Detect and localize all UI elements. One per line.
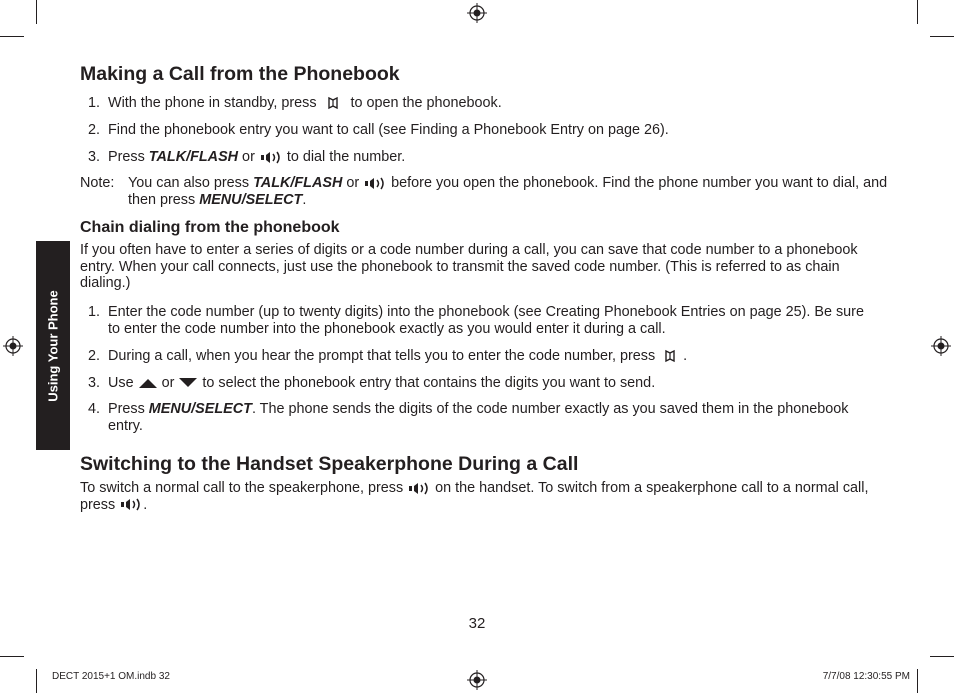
page-number: 32 — [468, 615, 486, 632]
step-number: 1. — [88, 95, 101, 111]
step-text: Find the phonebook entry you want to call (see Finding a Phonebook Entry on page 26). — [108, 122, 669, 138]
key-label: TALK/FLASH — [148, 149, 239, 165]
down-arrow-icon — [178, 377, 198, 389]
crop-mark — [917, 669, 918, 693]
key-label: MENU/SELECT — [199, 191, 303, 208]
speakerphone-text: To switch a normal call to the speakerphone, press on the handset. To switch from a speakerphone call to a normal call, press . — [80, 480, 869, 513]
phonebook-icon — [659, 349, 683, 363]
section-title-speakerphone: Switching to the Handset Speakerphone During a Call — [80, 453, 579, 475]
crop-mark — [36, 669, 37, 693]
step-text: Press TALK/FLASH or to dial the number. — [108, 149, 406, 165]
speaker-icon — [363, 177, 387, 190]
crop-mark — [36, 0, 37, 24]
phonebook-icon — [321, 96, 347, 110]
step-number: 3. — [88, 375, 101, 391]
registration-mark-icon — [3, 336, 23, 356]
side-tab — [36, 241, 70, 450]
crop-mark — [917, 0, 918, 24]
crop-mark — [0, 36, 24, 37]
note-label: Note: — [80, 175, 115, 191]
step-text: With the phone in standby, press to open the phonebook. — [108, 95, 502, 111]
step-number: 3. — [88, 149, 101, 165]
key-label: MENU/SELECT — [148, 401, 252, 417]
registration-mark-icon — [931, 336, 951, 356]
registration-mark-icon — [467, 670, 487, 690]
step-text: Use or to select the phonebook entry that contains the digits you want to send. — [108, 375, 656, 391]
footer-file-info: DECT 2015+1 OM.indb 32 — [52, 671, 170, 682]
step-text: Enter the code number (up to twenty digits) into the phonebook (see Creating Phonebook Entries on page 25). Be sure to enter the code number into the phonebook exactly as you would enter it during a call. — [108, 304, 864, 337]
registration-mark-icon — [467, 3, 487, 23]
crop-mark — [930, 36, 954, 37]
section-title-phonebook-call: Making a Call from the Phonebook — [80, 63, 400, 85]
key-label: TALK/FLASH — [253, 175, 343, 191]
step-number: 4. — [88, 401, 101, 417]
side-tab-label: Using Your Phone — [45, 289, 61, 402]
chain-intro: If you often have to enter a series of digits or a code number during a call, you can save that code number to a phonebook entry. When your call connects, just use the phonebook to transmit the saved code number. (This is referred to as chain dialing.) — [80, 242, 858, 292]
step-text: Press MENU/SELECT. The phone sends the digits of the code number exactly as you saved them in the phonebook entry. — [108, 401, 849, 434]
footer-timestamp: 7/7/08 12:30:55 PM — [822, 671, 910, 682]
subsection-title-chain-dialing: Chain dialing from the phonebook — [80, 219, 340, 236]
speaker-icon — [119, 498, 143, 511]
speaker-icon — [407, 482, 431, 495]
up-arrow-icon — [138, 377, 158, 389]
crop-mark — [0, 656, 24, 657]
crop-mark — [930, 656, 954, 657]
speaker-icon — [259, 151, 283, 164]
step-number: 2. — [88, 348, 101, 364]
step-number: 2. — [88, 122, 101, 138]
step-text: During a call, when you hear the prompt that tells you to enter the code number, press . — [108, 348, 688, 364]
step-number: 1. — [88, 304, 101, 320]
note-text: You can also press TALK/FLASH or before you open the phonebook. Find the phone number you want to dial, and then press MENU/SELECT. — [128, 175, 888, 208]
